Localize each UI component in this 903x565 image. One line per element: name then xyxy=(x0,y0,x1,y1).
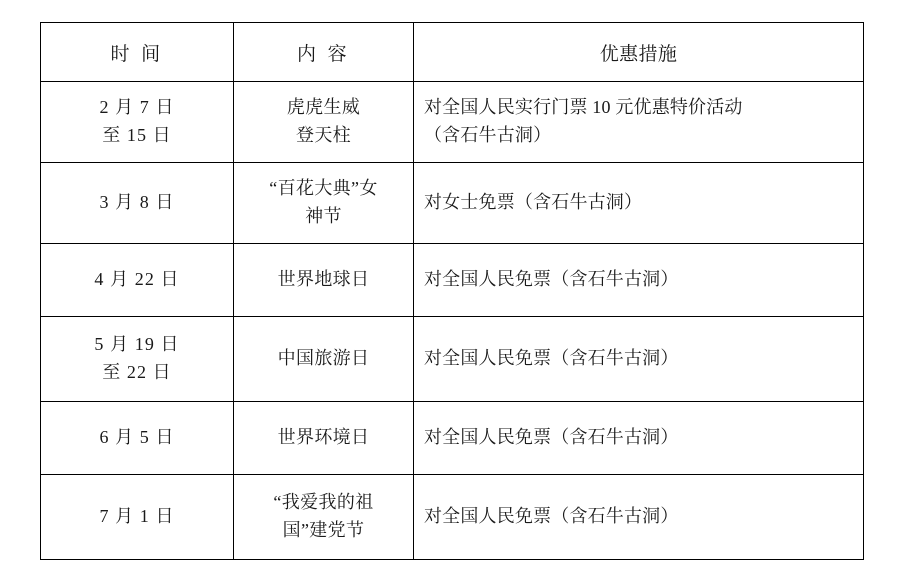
table-row xyxy=(41,317,864,402)
cell-time-line-1: 6 月 5 日 xyxy=(99,427,175,448)
column-header-time: 时 间 xyxy=(41,23,234,82)
cell-policy xyxy=(414,475,864,560)
table-body xyxy=(41,82,864,560)
table-row xyxy=(41,402,864,475)
cell-content xyxy=(234,317,414,402)
cell-content xyxy=(234,163,414,244)
cell-content-line-2: 登天柱 xyxy=(295,125,352,145)
cell-time-line-1: 3 月 8 日 xyxy=(99,192,175,213)
cell-content-line-1: 世界地球日 xyxy=(277,269,370,290)
cell-policy-line-1: 对女士免票（含石牛古洞） xyxy=(424,192,643,213)
cell-policy xyxy=(414,163,864,244)
column-header-policy: 优惠措施 xyxy=(414,23,864,82)
cell-content-line-1: “百花大典”女 xyxy=(269,178,378,199)
cell-content-line-1: 世界环境日 xyxy=(277,427,370,448)
cell-time-line-1: 7 月 1 日 xyxy=(99,506,175,527)
cell-policy xyxy=(414,317,864,402)
table-row xyxy=(41,82,864,163)
column-header-content: 内 容 xyxy=(234,23,414,82)
cell-content xyxy=(234,402,414,475)
table-row xyxy=(41,244,864,317)
cell-policy xyxy=(414,244,864,317)
cell-time xyxy=(41,244,234,317)
table-header xyxy=(41,23,864,82)
cell-content xyxy=(234,244,414,317)
cell-time-line-1: 4 月 22 日 xyxy=(94,269,180,290)
cell-time-line-1: 2 月 7 日 xyxy=(99,97,175,118)
promotion-schedule-table xyxy=(40,22,864,560)
cell-time xyxy=(41,82,234,163)
cell-content-line-2: 神节 xyxy=(305,206,342,226)
cell-policy xyxy=(414,402,864,475)
cell-content-line-1: 中国旅游日 xyxy=(277,348,370,369)
cell-policy-line-1: 对全国人民实行门票 10 元优惠特价活动 xyxy=(424,97,743,118)
cell-policy-line-1: 对全国人民免票（含石牛古洞） xyxy=(424,506,679,527)
cell-time xyxy=(41,317,234,402)
table-row xyxy=(41,475,864,560)
cell-policy-line-1: 对全国人民免票（含石牛古洞） xyxy=(424,269,679,290)
cell-policy-line-1: 对全国人民免票（含石牛古洞） xyxy=(424,348,679,369)
cell-time-line-2: 至 15 日 xyxy=(102,125,172,145)
cell-content xyxy=(234,82,414,163)
cell-time xyxy=(41,163,234,244)
cell-content-line-1: “我爱我的祖 xyxy=(273,492,374,513)
cell-policy xyxy=(414,82,864,163)
cell-policy-line-2: （含石牛古洞） xyxy=(424,125,552,145)
cell-time xyxy=(41,475,234,560)
cell-time-line-2: 至 22 日 xyxy=(102,362,172,382)
cell-time xyxy=(41,402,234,475)
cell-content-line-1: 虎虎生威 xyxy=(286,97,361,118)
cell-content xyxy=(234,475,414,560)
table-header-row xyxy=(41,23,864,82)
cell-content-line-2: 国”建党节 xyxy=(282,520,365,540)
table-row xyxy=(41,163,864,244)
cell-policy-line-1: 对全国人民免票（含石牛古洞） xyxy=(424,427,679,448)
cell-time-line-1: 5 月 19 日 xyxy=(94,334,180,355)
